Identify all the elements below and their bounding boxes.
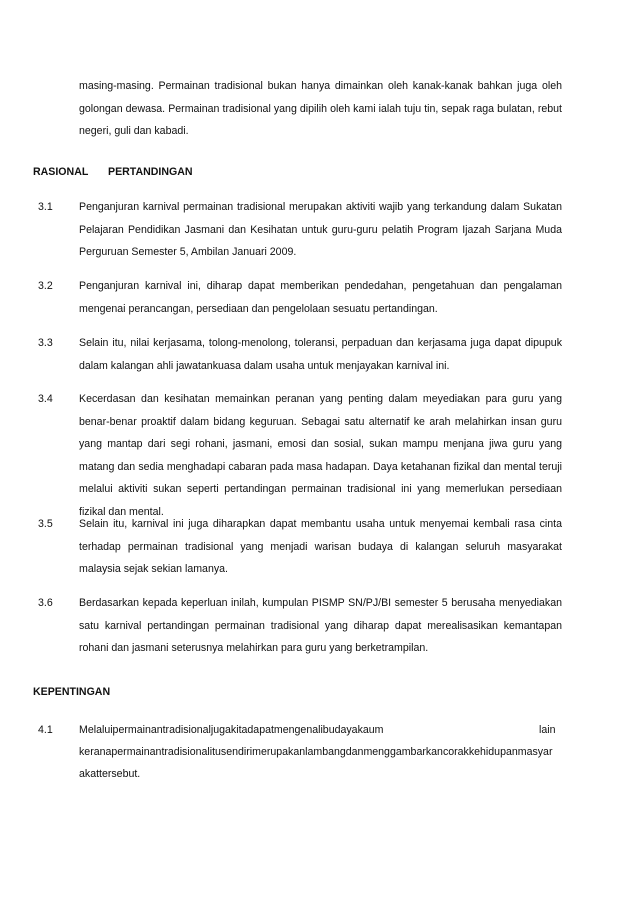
item-text-3-1: Penganjuran karnival permainan tradisional merupakan aktiviti wajib yang terkandung dalam Sukatan Pelajaran Pendidikan Jasmani dan Kesihatan untuk guru-guru pelatih Program Ijazah Sarjana Muda Perguruan Semester 5, Ambilan Januari 2009. [79,201,562,258]
item-text-3-2: Penganjuran karnival ini, diharap dapat memberikan pendedahan, pengetahuan dan pengalaman mengenai perancangan, persediaan dan pengelolaan sesuatu pertandingan. [79,280,562,315]
section-heading-rasional: RASIONAL [33,166,89,178]
item-text-3-4: Kecerdasan dan kesihatan memainkan peranan yang penting dalam meyediakan para guru yang benar-benar proaktif dalam bidang keguruan. Sebagai satu alternatif ke arah melahirkan insan guru yang mantap dari segi rohani, jasmani, emosi dan sosial, sukan mampu menjana jiwa guru yang matang dan sedia menghadapi cabaran pada masa hadapan. Daya ketahanan fizikal dan mental teruji melalui aktiviti sukan seperti pertandingan permainan tradisional ini yang memerlukan persediaan fizikal dan mental. [79,393,562,518]
item-text-3-6: Berdasarkan kepada keperluan inilah, kumpulan PISMP SN/PJ/BI semester 5 berusaha menyediakan satu karnival pertandingan permainan tradisional yang diharap dapat merealisasikan kemantapan rohani dan jasmani seterusnya melahirkan para guru yang berketrampilan. [79,597,562,654]
intro-paragraph: masing-masing. Permainan tradisional bukan hanya dimainkan oleh kanak-kanak bahkan juga oleh golongan dewasa. Permainan tradisional yang dipilih oleh kami ialah tuju tin, sepak raga bulatan, rebut negeri, guli dan kabadi. [79,80,562,137]
item-number-3-5: 3.5 [38,518,53,530]
item-number-3-2: 3.2 [38,280,53,292]
item-number-3-3: 3.3 [38,337,53,349]
section-heading-kepentingan: KEPENTINGAN [33,686,111,698]
item-text-3-3: Selain itu, nilai kerjasama, tolong-menolong, toleransi, perpaduan dan kerjasama juga dapat dipupuk dalam kalangan ahli jawatankuasa dalam usaha untuk menjayakan karnival ini. [79,337,562,372]
item-number-3-6: 3.6 [38,597,53,609]
item-text-3-5: Selain itu, karnival ini juga diharapkan dapat membantu usaha untuk menyemai kembali rasa cinta terhadap permainan tradisional yang menjadi warisan budaya di kalangan seluruh masyarakat malaysia sejak sekian lamanya. [79,518,562,575]
section-heading-pertandingan: PERTANDINGAN [108,166,193,178]
item-text-4-1-line1-end: lain [539,724,556,736]
item-number-3-1: 3.1 [38,201,53,213]
item-text-4-1-line3: akattersebut. [79,768,141,780]
item-number-3-4: 3.4 [38,393,53,405]
item-number-4-1: 4.1 [38,724,53,736]
item-text-4-1-line2: keranapermainantradisionalitusendirimerupakanlambangdanmenggambarkancorakkehidupanmasyar [79,746,553,758]
item-text-4-1-line1: Melaluipermainantradisionaljugakitadapatmengenalibudayakaum [79,724,384,736]
